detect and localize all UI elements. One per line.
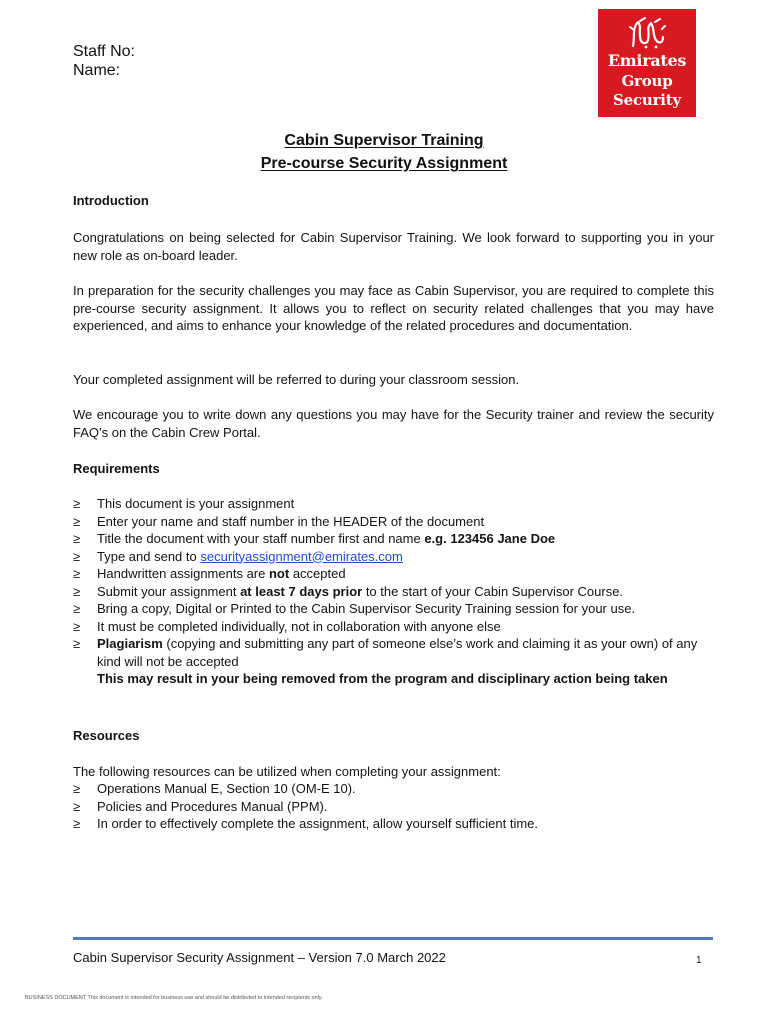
requirements-list bbox=[73, 495, 714, 688]
resources-intro-text: The following resources can be utilized when completing your assignment: bbox=[73, 764, 501, 779]
security-email-link[interactable]: securityassignment@emirates.com bbox=[200, 548, 403, 564]
requirement-text: Title the document with your staff number first and name bbox=[97, 531, 425, 546]
list-item bbox=[73, 635, 714, 688]
bullet-icon: ≥ bbox=[73, 513, 81, 529]
requirements-heading: Requirements bbox=[73, 461, 160, 476]
list-item bbox=[73, 548, 714, 566]
intro-paragraph-text: Your completed assignment will be referred to during your classroom session. bbox=[73, 372, 520, 387]
footer-divider bbox=[73, 937, 713, 940]
resources-intro bbox=[73, 763, 714, 781]
list-item bbox=[73, 780, 714, 798]
introduction-heading: Introduction bbox=[73, 193, 149, 208]
emphasis-not: not bbox=[268, 566, 290, 581]
requirement-text: to the start of your Cabin Supervisor Course. bbox=[362, 583, 624, 599]
resources-heading: Resources bbox=[73, 728, 140, 743]
resource-text: In order to effectively complete the assignment, allow yourself sufficient time. bbox=[97, 816, 539, 831]
requirement-text: It must be completed individually, not in collaboration with anyone else bbox=[97, 618, 501, 634]
staff-number-label: Staff No: bbox=[73, 43, 135, 60]
disciplinary-warning: This may result in your being removed from the program and disciplinary action being taken bbox=[97, 671, 668, 686]
bullet-icon: ≥ bbox=[73, 548, 81, 564]
bullet-icon: ≥ bbox=[73, 781, 81, 796]
introduction-section bbox=[73, 192, 714, 210]
requirement-text: Enter your name and staff number in the HEADER of the document bbox=[97, 513, 485, 529]
page-number: 1 bbox=[696, 955, 702, 966]
plagiarism-emphasis: Plagiarism bbox=[97, 636, 163, 651]
list-item bbox=[73, 815, 714, 833]
requirement-text: Handwritten assignments are bbox=[97, 566, 269, 581]
bullet-icon: ≥ bbox=[73, 583, 81, 599]
bullet-icon: ≥ bbox=[73, 636, 81, 651]
intro-paragraph-text: Congratulations on being selected for Cabin Supervisor Training. We look forward to supporting you in your new role as on-board leader. bbox=[73, 230, 714, 263]
intro-paragraph-text: In preparation for the security challenges you may face as Cabin Supervisor, you are required to complete this pre-course security assignment. It allows you to reflect on security related challenges that you may have experienced, and aims to enhance your knowledge of the related procedures and documentation. bbox=[73, 283, 714, 333]
requirement-text: Submit your assignment bbox=[97, 583, 241, 599]
title-line-1: Cabin Supervisor Training bbox=[284, 132, 484, 149]
list-item bbox=[73, 565, 714, 583]
requirement-text: This document is your assignment bbox=[97, 496, 295, 511]
logo-line-group: Group bbox=[621, 72, 673, 90]
requirement-text: Type and send to bbox=[97, 548, 201, 564]
requirement-text: (copying and submitting any part of someone else’s work and claiming it as your own) of any kind will not be accepted bbox=[97, 636, 698, 669]
requirement-text: Bring a copy, Digital or Printed to the Cabin Supervisor Security Training session for your use. bbox=[97, 601, 636, 616]
deadline-emphasis: at least 7 days prior bbox=[240, 583, 363, 599]
bullet-icon: ≥ bbox=[73, 618, 81, 634]
introduction-paragraph-1 bbox=[73, 229, 714, 264]
name-label: Name: bbox=[73, 62, 121, 79]
bullet-icon: ≥ bbox=[73, 496, 81, 511]
introduction-paragraph-4 bbox=[73, 406, 714, 441]
resources-section bbox=[73, 727, 714, 745]
resource-text: Operations Manual E, Section 10 (OM-E 10). bbox=[97, 781, 356, 796]
resources-list bbox=[73, 780, 714, 833]
introduction-paragraph-2 bbox=[73, 282, 714, 335]
document-title bbox=[0, 129, 768, 175]
bullet-icon: ≥ bbox=[73, 798, 81, 814]
list-item bbox=[73, 513, 714, 531]
requirement-text: accepted bbox=[289, 566, 346, 581]
bullet-icon: ≥ bbox=[73, 601, 81, 616]
bullet-icon: ≥ bbox=[73, 816, 81, 831]
bullet-icon: ≥ bbox=[73, 566, 81, 581]
list-item bbox=[73, 583, 714, 601]
bullet-icon: ≥ bbox=[73, 531, 81, 546]
introduction-paragraph-3 bbox=[73, 371, 714, 389]
list-item bbox=[73, 530, 714, 548]
document-header bbox=[73, 42, 135, 80]
emirates-group-security-logo bbox=[598, 9, 696, 117]
requirements-section bbox=[73, 460, 714, 478]
list-item bbox=[73, 798, 714, 816]
calligraphy-logo-icon bbox=[625, 16, 669, 50]
footer-version-text: Cabin Supervisor Security Assignment – Version 7.0 March 2022 bbox=[73, 950, 446, 965]
intro-paragraph-text: We encourage you to write down any questions you may have for the Security trainer and review the security FAQ’s on the Cabin Crew Portal. bbox=[73, 407, 714, 440]
list-item bbox=[73, 495, 714, 513]
business-document-note: BUSINESS DOCUMENT This document is intended for business use and should be distributed to intended recipients only. bbox=[25, 995, 323, 1001]
list-item bbox=[73, 618, 714, 636]
logo-line-emirates: Emirates bbox=[607, 51, 687, 70]
example-name-format: e.g. 123456 Jane Doe bbox=[424, 531, 556, 546]
title-line-2: Pre-course Security Assignment bbox=[260, 155, 508, 172]
list-item bbox=[73, 600, 714, 618]
resource-text: Policies and Procedures Manual (PPM). bbox=[97, 798, 328, 814]
logo-line-security: Security bbox=[612, 91, 682, 109]
